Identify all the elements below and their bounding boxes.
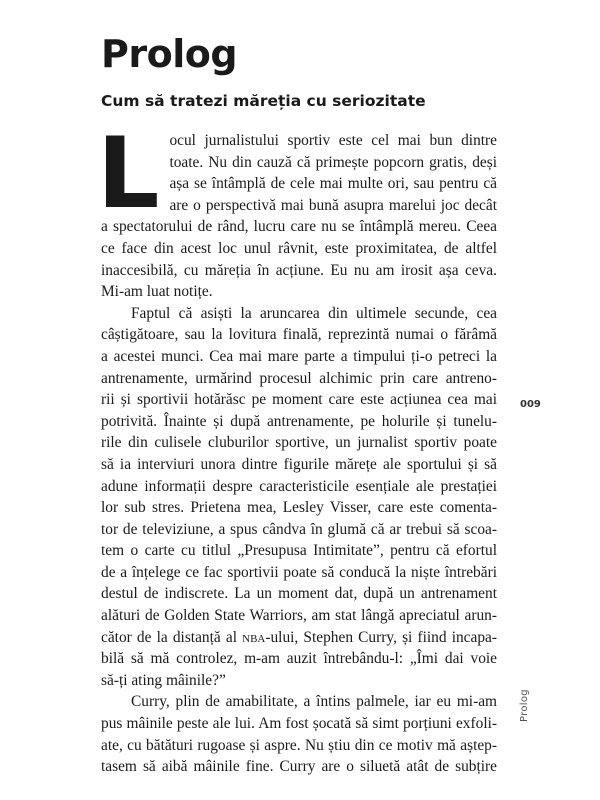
text-line: câștigătoare, sau la lovitura finală, reprezintă numai o fărâmă bbox=[101, 326, 497, 344]
text-line: adune informații despre caracteristicile esențiale ale prestației bbox=[101, 477, 497, 495]
body-text bbox=[97, 117, 497, 778]
text-line: rile din culisele cluburilor sportive, un jurnalist sportiv poate bbox=[101, 434, 497, 452]
text-line: rii și sportivii hotărăsc pe moment care este acțiunea cea mai bbox=[101, 391, 497, 409]
text-line: a spectatorului de rând, lucru care nu se întâmplă mereu. Ceea bbox=[101, 218, 497, 236]
running-head: Prolog bbox=[519, 689, 530, 722]
text-line: pus mâinile peste ale lui. Am fost șocată să simt porțiuni exfoli- bbox=[101, 715, 497, 733]
text-line bbox=[101, 627, 497, 649]
text-line: așa se întâmplă de cele mai multe ori, sau pentru că bbox=[169, 175, 497, 193]
text-line: ate, cu bătături rugoase și aspre. Nu știu din ce motiv mă aștep- bbox=[101, 736, 497, 754]
chapter-subtitle: Cum să tratezi măreția cu seriozitate bbox=[101, 92, 426, 110]
page-number: 009 bbox=[520, 399, 541, 410]
drop-cap: L bbox=[97, 117, 160, 231]
text-line: Curry, plin de amabilitate, a întins palmele, iar eu mi-am bbox=[131, 693, 497, 711]
text-line: potrivită. Înainte și după antrenamente, pe holurile și tunelu- bbox=[101, 412, 497, 430]
text-line: inaccesibilă, cu măreția în acțiune. Eu nu am irosit așa ceva. bbox=[101, 261, 497, 279]
text-line: are o perspectivă mai bună asupra marelui joc decât bbox=[169, 196, 497, 214]
text-line: destul de indiscrete. La un moment dat, după un antrenament bbox=[101, 585, 497, 603]
text-line: a acestei munci. Cea mai mare parte a timpului ți-o petreci la bbox=[101, 347, 497, 365]
text-line: ocul jurnalistului sportiv este cel mai bun dintre bbox=[169, 132, 497, 149]
nba-abbreviation: nba bbox=[242, 628, 266, 646]
text-fragment: cător de la distanță al bbox=[101, 628, 243, 646]
text-line: de a înțelege ce fac sportivii poate să conducă la niște întrebări bbox=[101, 563, 497, 581]
text-line: Faptul că asiști la aruncarea din ultimele secunde, cea bbox=[131, 304, 497, 322]
text-line: să-ți ating mâinile?” bbox=[101, 671, 226, 689]
text-line: să ia interviuri unora dintre figurile mărețe ale sportului și să bbox=[101, 455, 497, 473]
text-line: antrenamente, urmărind procesul alchimic prin care antreno- bbox=[101, 369, 497, 387]
text-line: Mi-am luat notițe. bbox=[101, 283, 213, 301]
text-line: bilă să mă controlez, m-am auzit întrebându-l: „Îmi dai voie bbox=[101, 650, 497, 668]
text-fragment: -ului, Stephen Curry, și fiind incapa- bbox=[265, 628, 497, 646]
text-line: lor sub stres. Prietena mea, Lesley Visser, care este comenta- bbox=[101, 499, 497, 517]
text-line: tem o carte cu titlul „Presupusa Intimitate”, pentru că efortul bbox=[101, 542, 497, 560]
text-line: alături de Golden State Warriors, am stat lângă apreciatul arun- bbox=[101, 607, 497, 625]
text-line: toate. Nu din cauză că primește popcorn gratis, deși bbox=[169, 153, 497, 171]
text-line: ce face din acest loc unul râvnit, este proximitatea, de altfel bbox=[101, 239, 497, 257]
page-title: Prolog bbox=[101, 32, 238, 76]
text-line: tasem să aibă mâinile fine. Curry are o siluetă atât de subțire bbox=[101, 758, 497, 776]
text-line: tor de televiziune, a spus cândva în glumă că ar trebui să scoa- bbox=[101, 520, 497, 538]
